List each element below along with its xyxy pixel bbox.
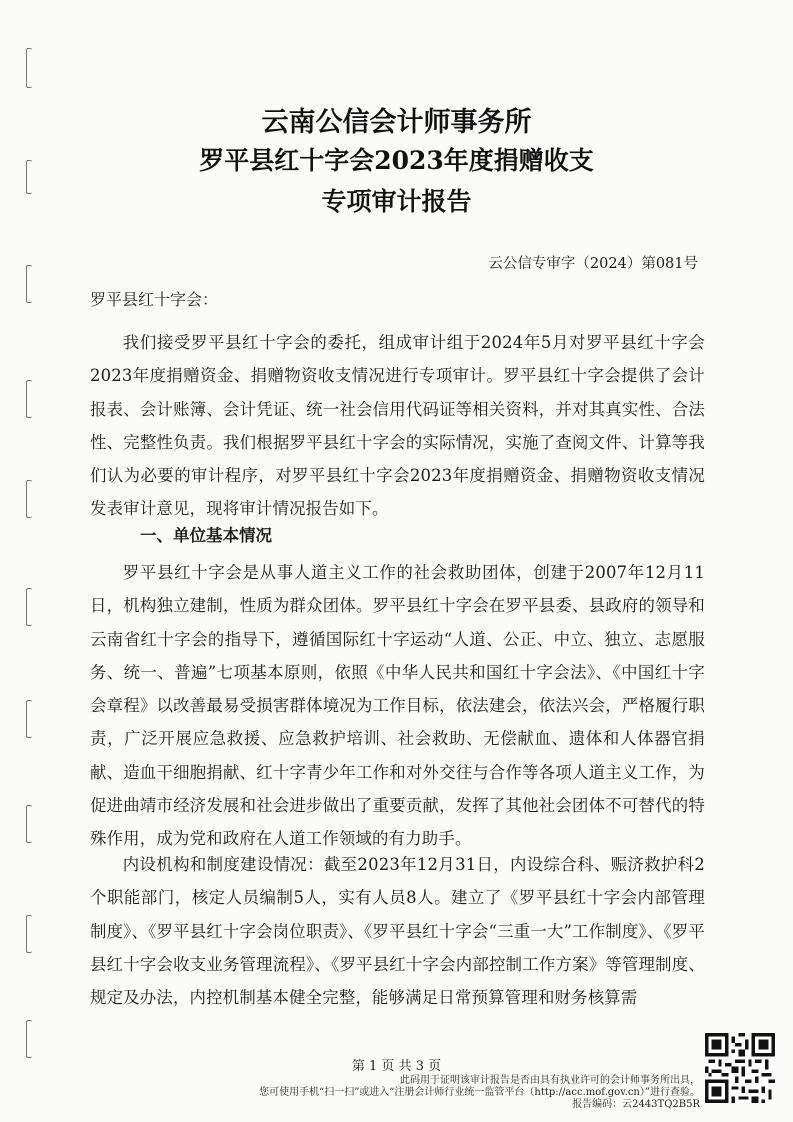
report-code: 报告编码：云2443TQ2B5R — [572, 1099, 700, 1110]
binding-mark — [26, 805, 32, 843]
binding-mark — [26, 380, 32, 418]
binding-mark — [26, 700, 32, 738]
report-title-line2: 专项审计报告 — [321, 187, 472, 216]
section-heading: 一、单位基本情况 — [140, 526, 272, 545]
salutation: 罗平县红十字会： — [90, 290, 219, 309]
report-title-line1: 罗平县红十字会2023年度捐赠收支 — [199, 146, 594, 175]
binding-mark — [26, 915, 32, 953]
intro-paragraph: 我们接受罗平县红十字会的委托，组成审计组于2024年5月对罗平县红十字会2023年度捐赠资金、捐赠物资收支情况进行专项审计。罗平县红十字会提供了会计报表、会计账簿、会计凭证、统一社会信用代码证等相关资料，并对其真实性、合法性、完整性负责。我们根据罗平县红十字会的实际情况，实施了查阅文件、计算等我们认为必要的审计程序，对罗平县红十字会2023年度捐赠资金、捐赠物资收支情况发表审计意见，现将审计情况报告如下。 — [90, 333, 705, 519]
page-indicator: 第 1 页 共 3 页 — [351, 1059, 442, 1074]
verification-note-line1: 此码用于证明该审计报告是否由具有执业许可的会计师事务所出具， — [400, 1075, 700, 1086]
binding-mark — [26, 588, 32, 626]
verification-note-line2: 您可使用手机“扫一扫”或进入“注册会计师行业统一监管平台（http://acc.mof.gov.cn）”进行查验。 — [259, 1087, 700, 1098]
verification-note — [200, 1075, 700, 1111]
binding-mark — [26, 480, 32, 518]
binding-mark — [26, 265, 32, 303]
binding-mark — [26, 48, 32, 88]
firm-name: 云南公信会计师事务所 — [261, 107, 532, 138]
binding-mark — [26, 1020, 32, 1058]
section-paragraph: 罗平县红十字会是从事人道主义工作的社会救助团体，创建于2007年12月11日，机构独立建制，性质为群众团体。罗平县红十字会在罗平县委、县政府的领导和云南省红十字会的指导下，遵循国际红十字运动“人道、公正、中立、独立、志愿服务、统一、普遍”七项基本原则，依照《中华人民共和国红十字会法》、《中国红十字会章程》以改善最易受损害群体境况为工作目标，依法建会，依法兴会，严格履行职责，广泛开展应急救援、应急救护培训、社会救助、无偿献血、遗体和人体器官捐献、造血干细胞捐献、红十字青少年工作和对外交往与合作等各项人道主义工作，为促进曲靖市经济发展和社会进步做出了重要贡献，发挥了其他社会团体不可替代的特殊作用，成为党和政府在人道工作领域的有力助手。 — [90, 563, 705, 849]
reference-number: 云公信专审字（2024）第081号 — [488, 256, 698, 272]
qr-code[interactable] — [705, 1033, 775, 1103]
section-paragraph-2: 内设机构和制度建设情况：截至2023年12月31日，内设综合科、赈济救护科2个职能部门，核定人员编制5人，实有人员8人。建立了《罗平县红十字会内部管理制度》、《罗平县红十字会岗位职责》、《罗平县红十字会“三重一大”工作制度》、《罗平县红十字会收支业务管理流程》、《罗平县红十字会内部控制工作方案》等管理制度、规定及办法，内控机制基本健全完整，能够满足日常预算管理和财务核算需 — [90, 855, 705, 1008]
